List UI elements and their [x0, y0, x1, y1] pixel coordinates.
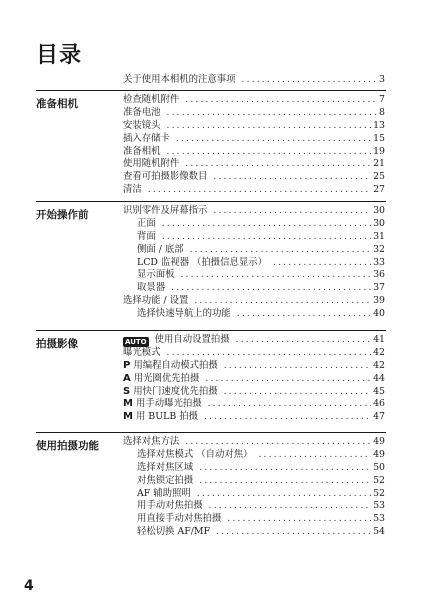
- toc-entry-label: AF 辅助照明: [137, 487, 191, 499]
- toc-entry[interactable]: [123, 146, 385, 159]
- toc-entry-page: 30: [373, 204, 385, 216]
- toc-entry[interactable]: [123, 74, 385, 87]
- toc-entry-page: 54: [373, 526, 385, 538]
- toc-entry-page: 52: [373, 487, 385, 499]
- dot-leader: [199, 475, 371, 488]
- toc-subentry[interactable]: [123, 462, 385, 475]
- manual-mode-icon: M: [123, 398, 133, 410]
- toc-entry-page: 36: [373, 269, 385, 281]
- toc-subentry[interactable]: [123, 373, 385, 386]
- toc-entry-page: 37: [373, 282, 385, 294]
- toc-entry-label: 插入存储卡: [123, 132, 170, 144]
- toc-subentry[interactable]: [123, 513, 385, 526]
- toc-entry-page: 19: [373, 145, 385, 157]
- dot-leader: [199, 462, 371, 475]
- toc-entry-page: 27: [373, 184, 385, 196]
- toc-entry-label: 取景器: [137, 282, 166, 294]
- toc-entry-label: 使用随机附件: [123, 158, 180, 170]
- toc-subentry[interactable]: [123, 386, 385, 399]
- dot-leader: [224, 360, 371, 373]
- dot-leader: [185, 436, 371, 449]
- program-mode-icon: P: [123, 359, 131, 371]
- section-rule: [36, 90, 386, 91]
- toc-entry-page: 49: [373, 448, 385, 460]
- toc-entry-label: 选择对焦方法: [123, 435, 180, 447]
- dot-leader: [237, 308, 371, 321]
- toc-entry-page: 21: [373, 158, 385, 170]
- toc-entry-page: 32: [373, 243, 385, 255]
- dot-leader: [204, 411, 371, 424]
- toc-entry-label: 正面: [137, 217, 156, 229]
- section-rule: [36, 201, 386, 202]
- toc-entry-page: 47: [373, 411, 385, 423]
- dot-leader: [209, 500, 371, 513]
- aperture-priority-icon: A: [123, 372, 131, 384]
- toc-entry-page: 8: [379, 106, 385, 118]
- intro-entries: [123, 74, 385, 87]
- toc-entry-label: 用 BULB 拍摄: [135, 411, 198, 423]
- dot-leader: [148, 184, 371, 197]
- toc-subentry[interactable]: [123, 398, 385, 411]
- toc-entry-page: 39: [373, 295, 385, 307]
- section-heading: 开始操作前: [36, 209, 89, 221]
- dot-leader: [167, 107, 378, 120]
- toc-entry-page: 49: [373, 435, 385, 447]
- toc-entry-label: 用手动曝光拍摄: [135, 398, 202, 410]
- toc-entry-page: 53: [373, 513, 385, 525]
- toc-entry-page: 30: [373, 217, 385, 229]
- dot-leader: [167, 347, 372, 360]
- dot-leader: [190, 244, 371, 257]
- toc-subentry[interactable]: [123, 449, 385, 462]
- toc-entry[interactable]: [123, 107, 385, 120]
- dot-leader: [162, 218, 371, 231]
- toc-entry-label: 清洁: [123, 184, 142, 196]
- dot-leader: [242, 74, 378, 87]
- toc-entry-label: 关于使用本相机的注意事项: [123, 73, 236, 85]
- toc-entry-label: LCD 监视器 （拍摄信息显示）: [137, 256, 268, 268]
- section-entries: [123, 436, 385, 539]
- toc-entry-label: 背面: [137, 230, 156, 242]
- toc-entry-label: 用编程自动模式拍摄: [133, 359, 218, 371]
- toc-subentry[interactable]: [123, 308, 385, 321]
- toc-entry[interactable]: [123, 171, 385, 184]
- section-entries: [123, 205, 385, 321]
- toc-entry-label: 查看可拍摄影像数目: [123, 171, 208, 183]
- toc-entry-page: 25: [373, 171, 385, 183]
- section-entries: [123, 334, 385, 424]
- toc-entry[interactable]: [123, 94, 385, 107]
- section-rule: [36, 432, 386, 433]
- page-title: 目录: [36, 43, 83, 68]
- dot-leader: [273, 257, 371, 270]
- dot-leader: [213, 205, 371, 218]
- toc-entry[interactable]: [123, 120, 385, 133]
- toc-entry-label: 用手动对焦拍摄: [137, 500, 203, 512]
- toc-entry-page: 13: [373, 119, 385, 131]
- dot-leader: [224, 386, 371, 399]
- dot-leader: [162, 231, 371, 244]
- toc-subentry[interactable]: [123, 257, 385, 270]
- dot-leader: [227, 513, 371, 526]
- toc-subentry[interactable]: [123, 500, 385, 513]
- toc-entry-label: 准备相机: [123, 145, 161, 157]
- toc-entry[interactable]: [123, 205, 385, 218]
- toc-entry-label: 准备电池: [123, 106, 161, 118]
- dot-leader: [208, 398, 371, 411]
- toc-entry-page: 31: [373, 230, 385, 242]
- dot-leader: [213, 171, 371, 184]
- toc-entry-label: 选择对焦区域: [137, 461, 194, 473]
- toc-entry-label: 用快门速度优先拍摄: [133, 385, 218, 397]
- dot-leader: [236, 334, 371, 347]
- toc-subentry[interactable]: [123, 360, 385, 373]
- dot-leader: [205, 373, 371, 386]
- toc-entry-page: 50: [373, 461, 385, 473]
- section-heading: 准备相机: [36, 98, 78, 110]
- dot-leader: [194, 295, 371, 308]
- toc-entry-page: 42: [373, 346, 385, 358]
- toc-entry[interactable]: [123, 334, 385, 347]
- dot-leader: [185, 94, 377, 107]
- toc-entry-label: 安装镜头: [123, 119, 161, 131]
- toc-entry-page: 41: [373, 333, 385, 345]
- toc-entry-page: 3: [379, 73, 385, 85]
- page-number: 4: [24, 578, 34, 594]
- manual-mode-icon: M: [123, 411, 133, 423]
- toc-entry-page: 53: [373, 500, 385, 512]
- toc-entry-page: 44: [373, 372, 385, 384]
- toc-entry-label: 选择对焦模式 （自动对焦）: [137, 448, 253, 460]
- toc-subentry[interactable]: [123, 244, 385, 257]
- dot-leader: [167, 146, 372, 159]
- toc-entry-page: 15: [373, 132, 385, 144]
- dot-leader: [181, 269, 372, 282]
- dot-leader: [185, 158, 371, 171]
- section-rule: [36, 330, 386, 331]
- dot-leader: [258, 449, 371, 462]
- toc-entry-page: 42: [373, 359, 385, 371]
- toc-entry[interactable]: [123, 184, 385, 197]
- toc-subentry[interactable]: [123, 231, 385, 244]
- toc-entry[interactable]: [123, 347, 385, 360]
- toc-subentry[interactable]: [123, 282, 385, 295]
- toc-entry-label: 对焦锁定拍摄: [137, 474, 194, 486]
- toc-entry-label: 显示面板: [137, 269, 175, 281]
- toc-subentry[interactable]: [123, 218, 385, 231]
- section-entries: [123, 94, 385, 197]
- toc-entry-label: 轻松切换 AF/MF: [137, 526, 211, 538]
- toc-entry-page: 46: [373, 398, 385, 410]
- dot-leader: [197, 488, 371, 501]
- toc-entry-page: 52: [373, 474, 385, 486]
- toc-subentry[interactable]: [123, 475, 385, 488]
- toc-entry[interactable]: [123, 133, 385, 146]
- section-heading: 使用拍摄功能: [36, 440, 99, 452]
- toc-entry-page: 7: [379, 93, 385, 105]
- toc-subentry[interactable]: [123, 411, 385, 424]
- toc-entry-label: 检查随机附件: [123, 93, 180, 105]
- dot-leader: [167, 120, 372, 133]
- dot-leader: [171, 282, 371, 295]
- toc-entry[interactable]: [123, 158, 385, 171]
- toc-entry-label: 用直接手动对焦拍摄: [137, 513, 222, 525]
- section-heading: 拍摄影像: [36, 338, 78, 350]
- toc-subentry[interactable]: [123, 269, 385, 282]
- toc-entry-page: 45: [373, 385, 385, 397]
- toc-entry[interactable]: [123, 295, 385, 308]
- toc-entry[interactable]: [123, 436, 385, 449]
- toc-entry-page: 40: [373, 308, 385, 320]
- dot-leader: [216, 526, 371, 539]
- toc-entry-label: 侧面 / 底部: [137, 243, 184, 255]
- toc-entry-label: 识别零件及屏幕指示: [123, 204, 208, 216]
- toc-entry-label: 选择快速导航上的功能: [137, 308, 231, 320]
- toc-entry-label: 曝光模式: [123, 346, 161, 358]
- toc-entry-label: 使用自动设置拍摄: [154, 333, 230, 345]
- toc-entry-label: 用光圈优先拍摄: [133, 372, 200, 384]
- dot-leader: [176, 133, 371, 146]
- toc-subentry[interactable]: [123, 526, 385, 539]
- auto-mode-icon: AUTO: [125, 337, 147, 346]
- toc-subentry[interactable]: [123, 488, 385, 501]
- toc-entry-label: 选择功能 / 设置: [123, 295, 189, 307]
- toc-entry-page: 33: [373, 256, 385, 268]
- shutter-priority-icon: S: [123, 385, 131, 397]
